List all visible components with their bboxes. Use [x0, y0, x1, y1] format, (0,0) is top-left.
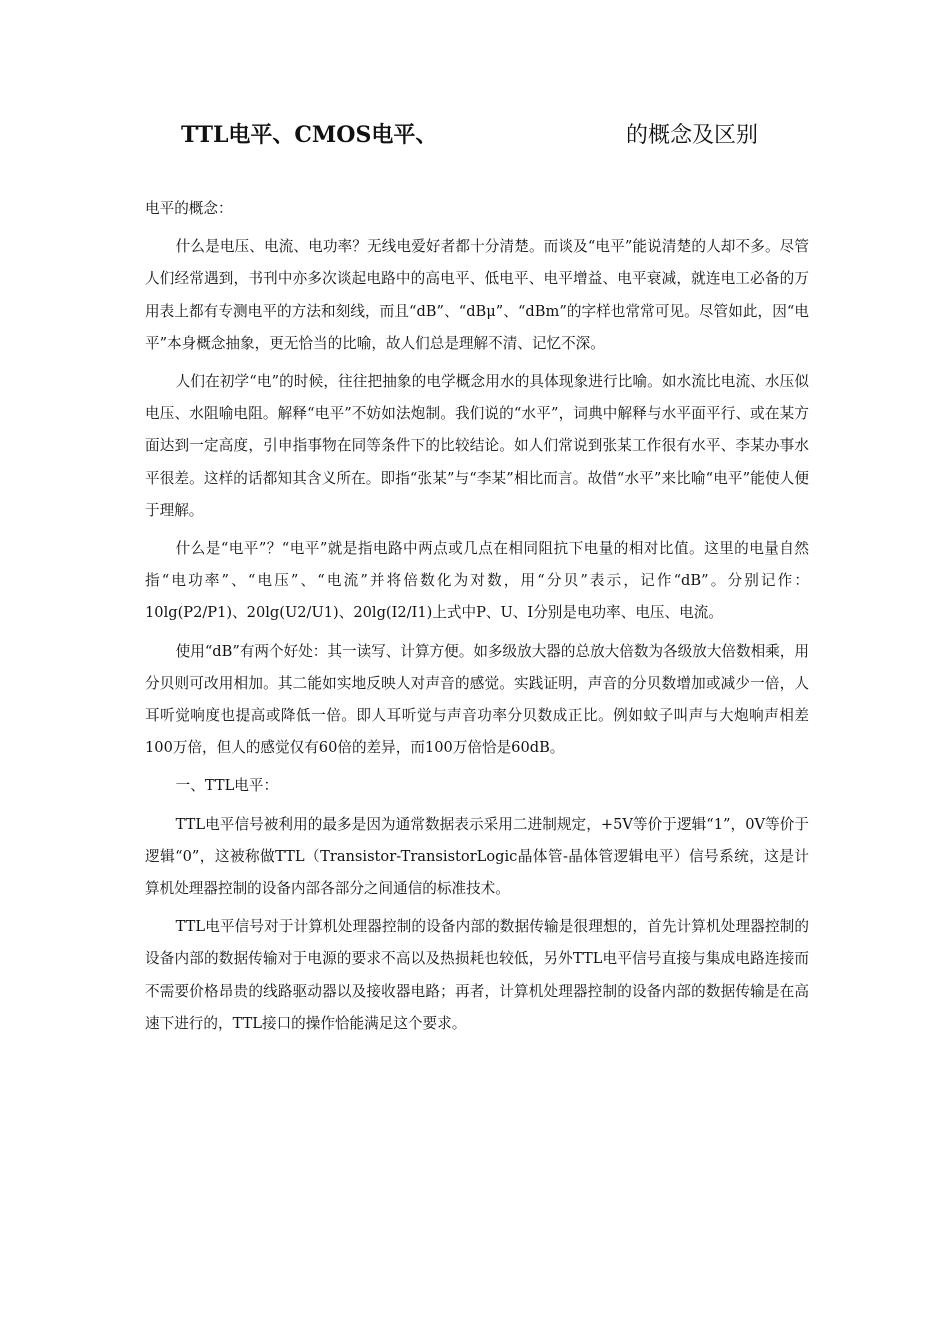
paragraph-ttl-advantages: TTL电平信号对于计算机处理器控制的设备内部的数据传输是很理想的，首先计算机处理器控制的设备内部的数据传输对于电源的要求不高以及热损耗也较低，另外TTL电平信号直接与集成电路连接而不需要价格昂贵的线路驱动器以及接收器电路；再者，计算机处理器控制的设备内部的数据传输是在高速下进行的，TTL接口的操作恰能满足这个要求。 — [145, 918, 809, 1032]
paragraph-water-analogy: 人们在初学“电”的时候，往往把抽象的电学概念用水的具体现象进行比喻。如水流比电流、水压似电压、水阻喻电阻。解释“电平”不妨如法炮制。我们说的“水平”，词典中解释与水平面平行、或在某方面达到一定高度，引申指事物在同等条件下的比较结论。如人们常说到张某工作很有水平、李某办事水平很差。这样的话都知其含义所在。即指“张某”与“李某”相比而言。故借“水平”来比喻“电平”能使人便于理解。 — [145, 373, 809, 519]
paragraph-level-definition: 什么是“电平”？“电平”就是指电路中两点或几点在相同阻抗下电量的相对比值。这里的电量自然指“电功率”、“电压”、“电流”并将倍数化为对数，用“分贝”表示，记作“dB”。分别记作：10lg(P2/P1)、20lg(U2/U1)、20lg(I2/I1)上式中P、U、I分别是电功率、电压、电流。 — [145, 540, 809, 622]
paragraph-db-benefits: 使用“dB”有两个好处：其一读写、计算方便。如多级放大器的总放大倍数为各级放大倍数相乘，用分贝则可改用相加。其二能如实地反映人对声音的感觉。实践证明，声音的分贝数增加或减少一倍，人耳听觉响度也提高或降低一倍。即人耳听觉与声音功率分贝数成正比。例如蚊子叫声与大炮响声相差100万倍，但人的感觉仅有60倍的差异，而100万倍恰是60dB。 — [145, 642, 809, 757]
title-right-text: 的概念及区别 — [626, 123, 759, 148]
section-heading-ttl-level: 一、TTL电平： — [175, 777, 279, 795]
paragraph-ttl-signal: TTL电平信号被利用的最多是因为通常数据表示采用二进制规定，+5V等价于逻辑“1”，0V等价于逻辑“0”，这被称做TTL（Transistor-TransistorLogic晶体管-晶体管逻辑电平）信号系统，这是计算机处理器控制的设备内部各部分之间通信的标准技术。 — [145, 815, 809, 898]
document-title — [0, 118, 950, 154]
section-heading-level-concept: 电平的概念： — [145, 200, 233, 217]
title-left-text: TTL电平、CMOS电平、 — [181, 122, 438, 148]
document-body — [145, 193, 809, 1046]
paragraph-what-is-level: 什么是电压、电流、电功率？无线电爱好者都十分清楚。而谈及“电平”能说清楚的人却不多。尽管人们经常遇到，书刊中亦多次谈起电路中的高电平、低电平、电平增益、电平衰减，就连电工必备的万用表上都有专测电平的方法和刻线，而且“dB”、“dBμ”、“dBm”的字样也常常可见。尽管如此，因“电平”本身概念抽象，更无恰当的比喻，故人们总是理解不清、记忆不深。 — [145, 238, 809, 352]
